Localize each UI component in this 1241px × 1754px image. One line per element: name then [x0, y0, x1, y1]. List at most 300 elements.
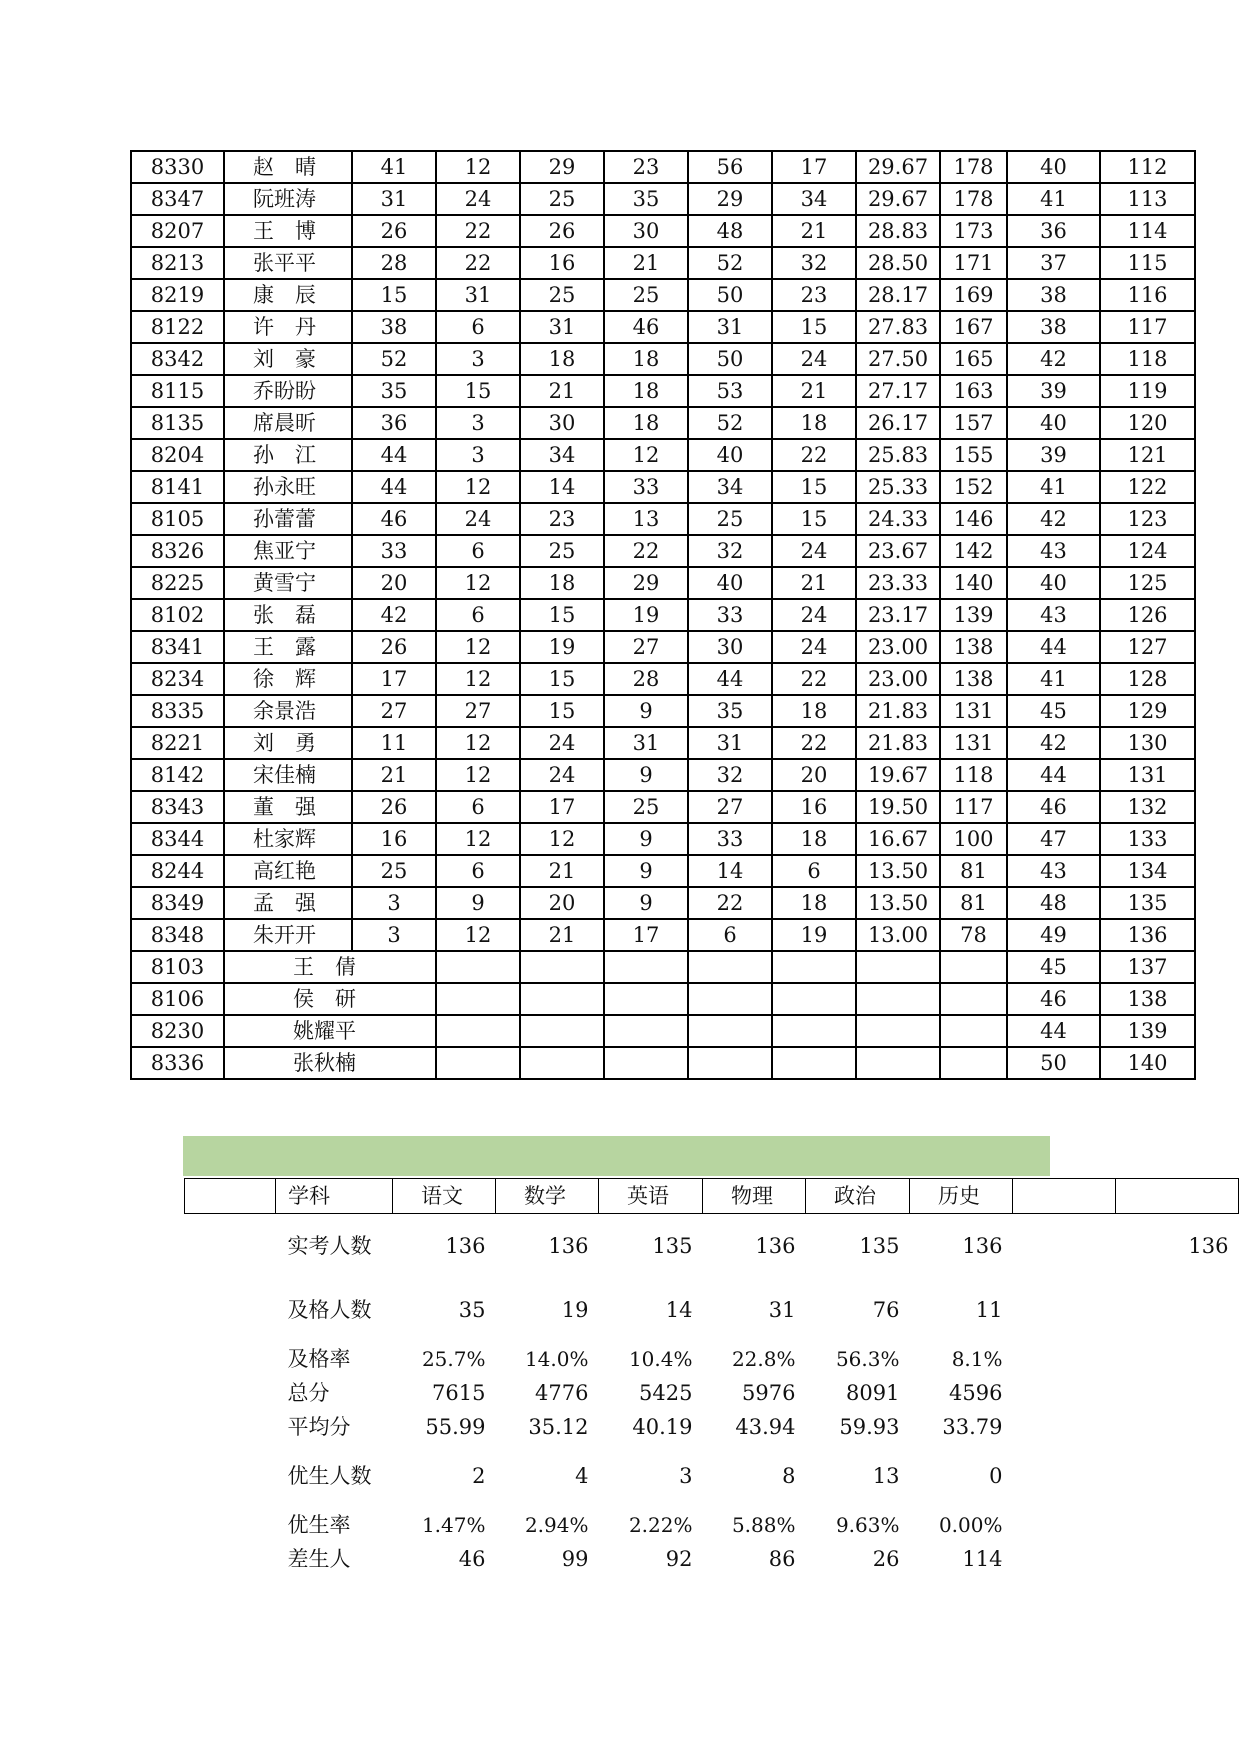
- score-cell: 131: [940, 727, 1007, 759]
- score-cell: 24: [436, 503, 520, 535]
- score-cell: 26: [352, 791, 436, 823]
- table-row: [131, 247, 1195, 279]
- score-cell: 12: [436, 663, 520, 695]
- score-cell: 34: [772, 183, 856, 215]
- stats-value-cell: 4: [575, 1464, 589, 1488]
- student-id-cell: 8225: [131, 567, 224, 599]
- student-id-cell: 8343: [131, 791, 224, 823]
- score-cell: 24: [772, 535, 856, 567]
- score-cell: 165: [940, 343, 1007, 375]
- score-cell: 6: [688, 919, 772, 951]
- student-id-cell: 8349: [131, 887, 224, 919]
- table-row: [131, 279, 1195, 311]
- empty-score-cell: [436, 951, 520, 983]
- empty-score-cell: [688, 983, 772, 1015]
- stats-blank-cell: [185, 1214, 276, 1279]
- score-cell: 46: [604, 311, 688, 343]
- stats-extra-cell: [1116, 1542, 1239, 1576]
- empty-score-cell: [520, 1047, 604, 1079]
- score-cell: 14: [688, 855, 772, 887]
- table-row: [131, 695, 1195, 727]
- rank-class-cell: 37: [1007, 247, 1100, 279]
- score-cell: 6: [436, 311, 520, 343]
- score-cell: 25: [688, 503, 772, 535]
- student-name-cell: 张平平: [224, 247, 352, 279]
- score-cell: 157: [940, 407, 1007, 439]
- stats-value-cell: 14.0%: [524, 1347, 589, 1371]
- score-cell: 32: [688, 535, 772, 567]
- rank-class-cell: 46: [1007, 791, 1100, 823]
- stats-header-subject: 政治: [806, 1179, 910, 1214]
- score-cell: 9: [604, 887, 688, 919]
- student-name-cell: 张秋楠: [224, 1047, 436, 1079]
- score-cell: 19: [772, 919, 856, 951]
- table-row: [131, 535, 1195, 567]
- stats-row: [185, 1214, 1239, 1279]
- stats-blank-cell: [1013, 1214, 1116, 1279]
- rank-overall-cell: 124: [1100, 535, 1195, 567]
- score-cell: 21: [520, 919, 604, 951]
- rank-overall-cell: 112: [1100, 151, 1195, 183]
- empty-score-cell: [856, 983, 940, 1015]
- stats-value-cell: 86: [768, 1547, 796, 1571]
- stats-value-cell: 8: [782, 1464, 796, 1488]
- score-cell: 117: [940, 791, 1007, 823]
- score-cell: 22: [436, 247, 520, 279]
- student-name-cell: 张 磊: [224, 599, 352, 631]
- empty-score-cell: [688, 1047, 772, 1079]
- score-cell: 178: [940, 183, 1007, 215]
- score-cell: 27: [436, 695, 520, 727]
- stats-extra-cell: [1116, 1342, 1239, 1376]
- stats-row: [185, 1542, 1239, 1576]
- stats-blank-cell: [1013, 1542, 1116, 1576]
- score-cell: 31: [352, 183, 436, 215]
- student-name-cell: 余景浩: [224, 695, 352, 727]
- student-id-cell: 8103: [131, 951, 224, 983]
- score-cell: 11: [352, 727, 436, 759]
- stats-value-cell: 2.22%: [628, 1513, 693, 1537]
- table-row: [131, 183, 1195, 215]
- score-cell: 155: [940, 439, 1007, 471]
- student-id-cell: 8115: [131, 375, 224, 407]
- student-id-cell: 8105: [131, 503, 224, 535]
- stats-extra-cell: [1116, 1278, 1239, 1342]
- stats-header-blank: [1013, 1179, 1116, 1214]
- table-row: [131, 471, 1195, 503]
- rank-overall-cell: 129: [1100, 695, 1195, 727]
- rank-class-cell: 46: [1007, 983, 1100, 1015]
- score-cell: 25: [604, 279, 688, 311]
- rank-class-cell: 49: [1007, 919, 1100, 951]
- rank-overall-cell: 121: [1100, 439, 1195, 471]
- score-cell: 16: [520, 247, 604, 279]
- stats-value-cell: 55.99: [425, 1415, 486, 1439]
- score-cell: 21: [520, 375, 604, 407]
- score-cell: 6: [436, 855, 520, 887]
- score-cell: 25: [520, 279, 604, 311]
- score-cell: 9: [604, 695, 688, 727]
- student-name-cell: 姚耀平: [224, 1015, 436, 1047]
- score-cell: 14: [520, 471, 604, 503]
- stats-value-cell: 33.79: [942, 1415, 1003, 1439]
- rank-overall-cell: 122: [1100, 471, 1195, 503]
- stats-blank-cell: [185, 1376, 276, 1410]
- stats-header-subject: 物理: [703, 1179, 806, 1214]
- student-id-cell: 8234: [131, 663, 224, 695]
- score-cell: 18: [520, 567, 604, 599]
- rank-class-cell: 39: [1007, 375, 1100, 407]
- score-cell: 46: [352, 503, 436, 535]
- score-cell: 16: [352, 823, 436, 855]
- stats-blank-cell: [185, 1410, 276, 1444]
- student-id-cell: 8335: [131, 695, 224, 727]
- empty-score-cell: [688, 1015, 772, 1047]
- table-row: [131, 215, 1195, 247]
- stats-value-cell: 0: [989, 1464, 1003, 1488]
- stats-blank-cell: [1013, 1444, 1116, 1508]
- table-row: [131, 503, 1195, 535]
- score-cell: 30: [604, 215, 688, 247]
- stats-row-label: 平均分: [287, 1414, 351, 1439]
- score-cell: 22: [772, 663, 856, 695]
- score-cell: 171: [940, 247, 1007, 279]
- score-cell: 29: [520, 151, 604, 183]
- score-cell: 15: [772, 311, 856, 343]
- rank-class-cell: 41: [1007, 471, 1100, 503]
- score-cell: 31: [436, 279, 520, 311]
- stats-value-cell: 3: [679, 1464, 693, 1488]
- score-cell: 19: [520, 631, 604, 663]
- score-cell: 167: [940, 311, 1007, 343]
- rank-class-cell: 48: [1007, 887, 1100, 919]
- student-name-cell: 董 强: [224, 791, 352, 823]
- rank-class-cell: 44: [1007, 1015, 1100, 1047]
- score-cell: 18: [772, 887, 856, 919]
- rank-overall-cell: 132: [1100, 791, 1195, 823]
- score-cell: 30: [688, 631, 772, 663]
- stats-blank-cell: [1013, 1278, 1116, 1342]
- stats-blank-cell: [185, 1342, 276, 1376]
- score-cell: 12: [436, 919, 520, 951]
- rank-class-cell: 41: [1007, 183, 1100, 215]
- empty-score-cell: [856, 951, 940, 983]
- score-cell: 13.00: [856, 919, 940, 951]
- table-row: [131, 151, 1195, 183]
- empty-score-cell: [940, 983, 1007, 1015]
- empty-score-cell: [520, 1015, 604, 1047]
- student-id-cell: 8219: [131, 279, 224, 311]
- score-cell: 23: [520, 503, 604, 535]
- score-cell: 21: [352, 759, 436, 791]
- empty-score-cell: [940, 1047, 1007, 1079]
- score-cell: 26: [352, 631, 436, 663]
- score-cell: 13.50: [856, 855, 940, 887]
- student-id-cell: 8221: [131, 727, 224, 759]
- student-name-cell: 黄雪宁: [224, 567, 352, 599]
- stats-value-cell: 136: [962, 1234, 1003, 1258]
- score-cell: 6: [772, 855, 856, 887]
- table-row: [131, 407, 1195, 439]
- score-cell: 52: [688, 407, 772, 439]
- rank-overall-cell: 135: [1100, 887, 1195, 919]
- score-cell: 24: [436, 183, 520, 215]
- rank-overall-cell: 114: [1100, 215, 1195, 247]
- empty-score-cell: [772, 951, 856, 983]
- stats-value-cell: 135: [652, 1234, 693, 1258]
- score-cell: 21: [772, 375, 856, 407]
- score-table-body: [131, 151, 1195, 1079]
- stats-row: [185, 1410, 1239, 1444]
- table-row: [131, 663, 1195, 695]
- score-cell: 38: [352, 311, 436, 343]
- student-name-cell: 杜家辉: [224, 823, 352, 855]
- stats-value-cell: 7615: [432, 1381, 486, 1405]
- score-cell: 48: [688, 215, 772, 247]
- score-cell: 3: [436, 343, 520, 375]
- student-name-cell: 王 博: [224, 215, 352, 247]
- stats-value-cell: 9.63%: [835, 1513, 900, 1537]
- stats-value-cell: 4776: [535, 1381, 589, 1405]
- score-cell: 25.33: [856, 471, 940, 503]
- empty-score-cell: [604, 1047, 688, 1079]
- rank-overall-cell: 115: [1100, 247, 1195, 279]
- rank-overall-cell: 128: [1100, 663, 1195, 695]
- stats-value-cell: 35.12: [528, 1415, 589, 1439]
- rank-class-cell: 42: [1007, 727, 1100, 759]
- rank-overall-cell: 119: [1100, 375, 1195, 407]
- stats-blank-cell: [185, 1444, 276, 1508]
- score-cell: 52: [352, 343, 436, 375]
- table-row: [131, 855, 1195, 887]
- score-cell: 3: [436, 439, 520, 471]
- student-id-cell: 8102: [131, 599, 224, 631]
- table-row: [131, 599, 1195, 631]
- stats-blank-cell: [1013, 1410, 1116, 1444]
- empty-score-cell: [436, 1047, 520, 1079]
- score-cell: 31: [520, 311, 604, 343]
- score-cell: 17: [772, 151, 856, 183]
- score-cell: 25: [604, 791, 688, 823]
- rank-class-cell: 43: [1007, 599, 1100, 631]
- score-cell: 31: [604, 727, 688, 759]
- score-cell: 35: [688, 695, 772, 727]
- score-cell: 118: [940, 759, 1007, 791]
- stats-row: [185, 1508, 1239, 1542]
- empty-score-cell: [604, 1015, 688, 1047]
- rank-class-cell: 44: [1007, 759, 1100, 791]
- rank-overall-cell: 130: [1100, 727, 1195, 759]
- score-cell: 25: [520, 183, 604, 215]
- student-name-cell: 康 辰: [224, 279, 352, 311]
- score-cell: 9: [604, 759, 688, 791]
- stats-row-label: 优生率: [287, 1512, 351, 1537]
- score-cell: 12: [436, 151, 520, 183]
- stats-value-cell: 56.3%: [835, 1347, 900, 1371]
- score-table: [130, 150, 1196, 1080]
- student-name-cell: 孟 强: [224, 887, 352, 919]
- student-name-cell: 侯 研: [224, 983, 436, 1015]
- score-cell: 81: [940, 887, 1007, 919]
- stats-header-subject: 语文: [393, 1179, 496, 1214]
- stats-header-row: [185, 1179, 1239, 1214]
- stats-value-cell: 4596: [949, 1381, 1003, 1405]
- stats-header-blank: [185, 1179, 276, 1214]
- stats-blank-cell: [185, 1508, 276, 1542]
- stats-row-label: 及格率: [287, 1346, 351, 1371]
- student-id-cell: 8213: [131, 247, 224, 279]
- score-cell: 20: [352, 567, 436, 599]
- score-cell: 30: [520, 407, 604, 439]
- table-row: [131, 631, 1195, 663]
- empty-score-cell: [940, 951, 1007, 983]
- stats-header-subject: 英语: [599, 1179, 703, 1214]
- stats-value-cell: 43.94: [735, 1415, 796, 1439]
- score-cell: 15: [520, 663, 604, 695]
- student-name-cell: 乔盼盼: [224, 375, 352, 407]
- score-cell: 15: [352, 279, 436, 311]
- empty-score-cell: [688, 951, 772, 983]
- score-cell: 56: [688, 151, 772, 183]
- score-cell: 23: [772, 279, 856, 311]
- rank-class-cell: 40: [1007, 407, 1100, 439]
- score-cell: 26: [352, 215, 436, 247]
- empty-score-cell: [436, 1015, 520, 1047]
- score-cell: 12: [436, 471, 520, 503]
- rank-overall-cell: 113: [1100, 183, 1195, 215]
- score-cell: 19: [604, 599, 688, 631]
- rank-overall-cell: 137: [1100, 951, 1195, 983]
- stats-row-label: 优生人数: [287, 1463, 372, 1488]
- rank-overall-cell: 133: [1100, 823, 1195, 855]
- score-cell: 27: [688, 791, 772, 823]
- score-cell: 20: [772, 759, 856, 791]
- rank-overall-cell: 127: [1100, 631, 1195, 663]
- stats-value-cell: 10.4%: [628, 1347, 693, 1371]
- stats-value-cell: 22.8%: [731, 1347, 796, 1371]
- score-cell: 15: [520, 695, 604, 727]
- stats-value-cell: 5976: [742, 1381, 796, 1405]
- student-name-cell: 王 露: [224, 631, 352, 663]
- rank-overall-cell: 120: [1100, 407, 1195, 439]
- rank-class-cell: 39: [1007, 439, 1100, 471]
- score-cell: 12: [436, 759, 520, 791]
- table-row: [131, 1015, 1195, 1047]
- score-cell: 28.83: [856, 215, 940, 247]
- empty-score-cell: [772, 983, 856, 1015]
- rank-overall-cell: 117: [1100, 311, 1195, 343]
- score-cell: 44: [352, 439, 436, 471]
- score-cell: 28: [352, 247, 436, 279]
- student-name-cell: 王 倩: [224, 951, 436, 983]
- score-cell: 12: [436, 631, 520, 663]
- stats-blank-cell: [1013, 1376, 1116, 1410]
- empty-score-cell: [940, 1015, 1007, 1047]
- student-name-cell: 阮班涛: [224, 183, 352, 215]
- student-name-cell: 刘 勇: [224, 727, 352, 759]
- stats-row-label: 及格人数: [287, 1297, 372, 1322]
- empty-score-cell: [856, 1047, 940, 1079]
- student-name-cell: 徐 辉: [224, 663, 352, 695]
- student-name-cell: 朱开开: [224, 919, 352, 951]
- score-cell: 24: [772, 599, 856, 631]
- table-row: [131, 951, 1195, 983]
- score-cell: 13: [604, 503, 688, 535]
- score-cell: 131: [940, 695, 1007, 727]
- stats-header-label: 学科: [276, 1179, 393, 1214]
- score-cell: 169: [940, 279, 1007, 311]
- empty-score-cell: [772, 1015, 856, 1047]
- stats-blank-cell: [185, 1278, 276, 1342]
- stats-value-cell: 46: [458, 1547, 486, 1571]
- stats-value-cell: 136: [548, 1234, 589, 1258]
- stats-value-cell: 25.7%: [421, 1347, 486, 1371]
- score-cell: 24.33: [856, 503, 940, 535]
- score-cell: 16: [772, 791, 856, 823]
- table-row: [131, 759, 1195, 791]
- rank-overall-cell: 131: [1100, 759, 1195, 791]
- empty-score-cell: [772, 1047, 856, 1079]
- stats-row: [185, 1342, 1239, 1376]
- stats-value-cell: 40.19: [632, 1415, 693, 1439]
- score-cell: 15: [436, 375, 520, 407]
- score-cell: 23.17: [856, 599, 940, 631]
- score-cell: 31: [688, 311, 772, 343]
- student-id-cell: 8330: [131, 151, 224, 183]
- empty-score-cell: [520, 951, 604, 983]
- score-cell: 42: [352, 599, 436, 631]
- score-cell: 29.67: [856, 151, 940, 183]
- score-cell: 21.83: [856, 695, 940, 727]
- score-cell: 28.17: [856, 279, 940, 311]
- student-id-cell: 8326: [131, 535, 224, 567]
- stats-blank-cell: [1013, 1342, 1116, 1376]
- score-cell: 12: [436, 823, 520, 855]
- score-cell: 17: [604, 919, 688, 951]
- score-cell: 142: [940, 535, 1007, 567]
- score-cell: 27: [604, 631, 688, 663]
- score-cell: 26.17: [856, 407, 940, 439]
- stats-extra-cell: [1116, 1508, 1239, 1542]
- rank-class-cell: 43: [1007, 855, 1100, 887]
- score-cell: 178: [940, 151, 1007, 183]
- stats-value-cell: 35: [458, 1298, 486, 1322]
- stats-value-cell: 13: [872, 1464, 900, 1488]
- score-cell: 140: [940, 567, 1007, 599]
- rank-overall-cell: 118: [1100, 343, 1195, 375]
- stats-value-cell: 59.93: [839, 1415, 900, 1439]
- score-cell: 53: [688, 375, 772, 407]
- rank-class-cell: 42: [1007, 343, 1100, 375]
- score-cell: 100: [940, 823, 1007, 855]
- rank-overall-cell: 134: [1100, 855, 1195, 887]
- score-cell: 6: [436, 791, 520, 823]
- stats-header-subject: 数学: [496, 1179, 599, 1214]
- score-cell: 24: [772, 343, 856, 375]
- score-cell: 19.50: [856, 791, 940, 823]
- score-cell: 21.83: [856, 727, 940, 759]
- score-cell: 23: [604, 151, 688, 183]
- rank-class-cell: 42: [1007, 503, 1100, 535]
- score-cell: 20: [520, 887, 604, 919]
- stats-value-cell: 31: [768, 1298, 796, 1322]
- student-id-cell: 8106: [131, 983, 224, 1015]
- score-cell: 26: [520, 215, 604, 247]
- table-row: [131, 1047, 1195, 1079]
- score-cell: 33: [688, 823, 772, 855]
- score-cell: 34: [520, 439, 604, 471]
- stats-value-cell: 136: [445, 1234, 486, 1258]
